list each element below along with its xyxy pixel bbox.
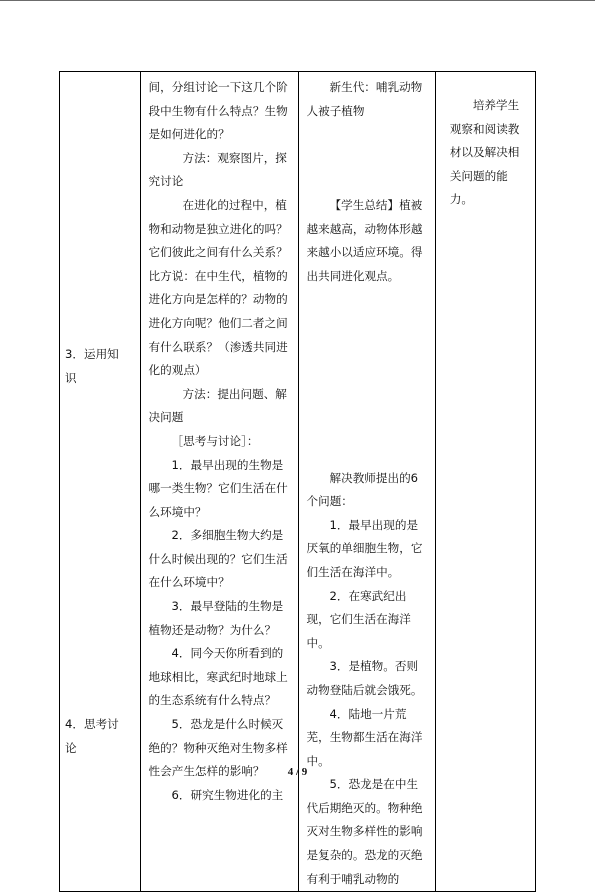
discussion-question-6: 6．研究生物进化的主 <box>171 787 284 802</box>
discussion-question-2: 2．多细胞生物大约是什么时候出现的？它们生活在什么环境中？ <box>148 528 288 590</box>
teacher-paragraph: 在进化的过程中，植物和动物是独立进化的吗？它们彼此之间有什么关系？比方说：在中生代，植物的进化方向是怎样的？动物的进化方向呢？他们二者之间有什么联系？（渗透共同进化的观点） <box>148 197 288 378</box>
teacher-method-2: 方法：提出问题、解决问题 <box>148 386 287 425</box>
answer-3: 3．是植物。否则动物登陆后就会饿死。 <box>306 659 423 697</box>
stage-label-think-discuss: 4．思考讨论 <box>65 717 119 755</box>
discussion-question-5: 5．恐龙是什么时候灭绝的？物种灭绝对生物多样性会产生怎样的影响？ <box>148 717 288 779</box>
page-number: 4 / 9 <box>287 766 308 778</box>
student-summary: 【学生总结】植被越来越高，动物体形越来越小以适应环境。得出共同进化观点。 <box>306 198 423 283</box>
discussion-question-4: 4．同今天你所看到的地球相比，寒武纪时地球上的生态系统有什么特点？ <box>148 646 288 708</box>
answer-2: 2．在寒武纪出现，它们生活在海洋中。 <box>306 588 411 650</box>
student-note: 新生代：哺乳动物人被子植物 <box>306 80 423 118</box>
answer-5: 5．恐龙是在中生代后期绝灭的。物种绝灭对生物多样性的影响是复杂的。恐龙的灭绝有利于哺乳动物的 <box>306 777 423 886</box>
discussion-heading: ［思考与讨论］： <box>171 433 259 448</box>
page-top-rule <box>0 0 595 1</box>
discussion-question-3: 3．最早登陆的生物是植物还是动物？为什么？ <box>148 599 284 637</box>
discussion-question-1: 1．最早出现的生物是哪一类生物？它们生活在什么环境中？ <box>148 457 288 519</box>
teacher-paragraph: 间，分组讨论一下这几个阶段中生物有什么特点？生物是如何进化的？ <box>148 80 288 142</box>
teacher-method-1: 方法：观察图片，探究讨论 <box>148 150 287 189</box>
answer-4: 4．陆地一片荒芜，生物都生活在海洋中。 <box>306 706 423 768</box>
answer-1: 1．最早出现的是厌氧的单细胞生物，它们生活在海洋中。 <box>306 517 423 579</box>
answers-heading: 解决教师提出的6个问题： <box>306 470 419 509</box>
design-intent-text: 培养学生观察和阅读教材以及解决相关问题的能力。 <box>449 98 520 207</box>
stage-label-apply-knowledge: 3．运用知识 <box>65 347 119 385</box>
